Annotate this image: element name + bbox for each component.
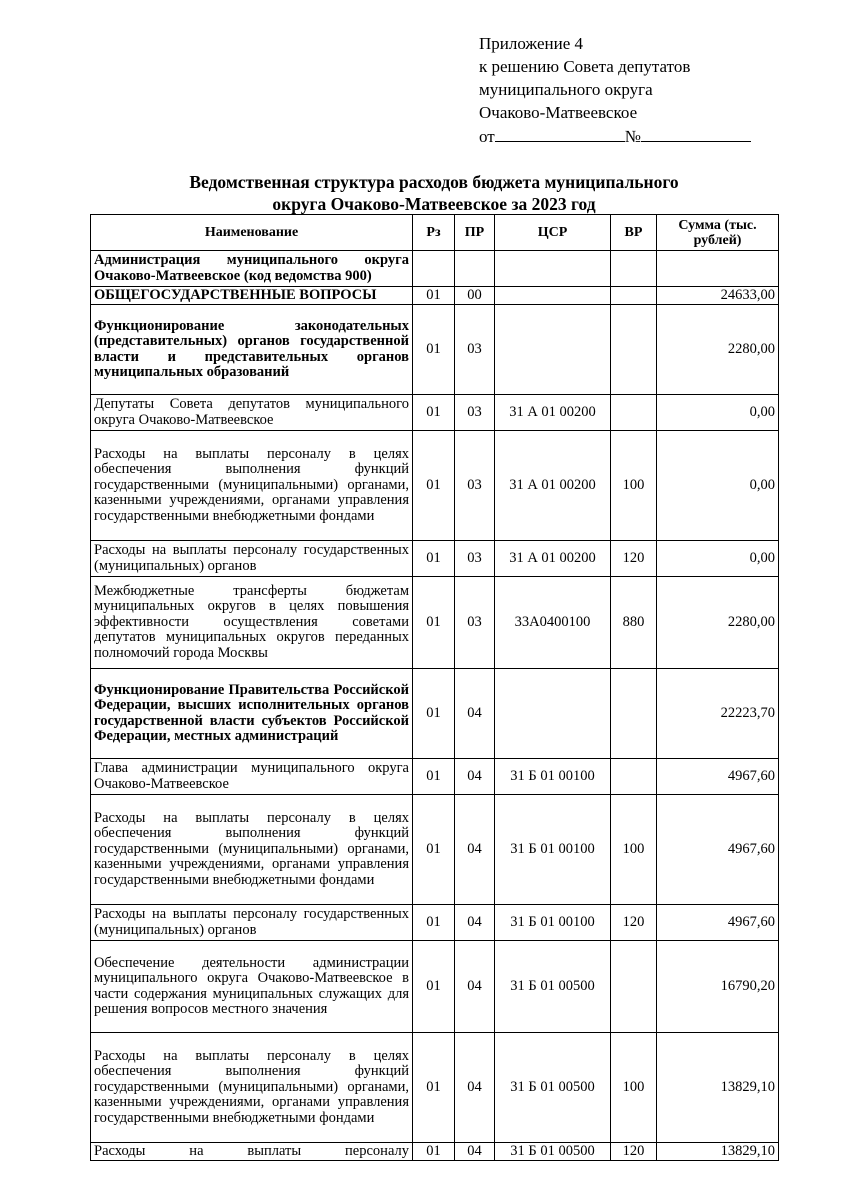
table-row <box>91 759 779 795</box>
budget-table <box>90 214 779 1161</box>
table-row <box>91 1143 779 1161</box>
row-pr: 04 <box>455 759 495 795</box>
row-rz: 01 <box>413 541 455 577</box>
row-pr: 03 <box>455 395 495 431</box>
row-vr <box>611 395 657 431</box>
row-sum: 22223,70 <box>657 669 779 759</box>
row-vr: 100 <box>611 795 657 905</box>
row-pr: 03 <box>455 431 495 541</box>
date-blank <box>495 124 625 142</box>
row-name: Расходы на выплаты персоналу в целях обеспечения выполнения функций государственными (муниципальными) органами, казенными учреждениями, органами управления государственными внебюджетными фондами <box>91 431 413 541</box>
row-name: Расходы на выплаты персоналу государственных (муниципальных) органов <box>91 541 413 577</box>
row-rz: 01 <box>413 305 455 395</box>
row-sum: 13829,10 <box>657 1033 779 1143</box>
row-vr <box>611 759 657 795</box>
appendix-number: Приложение 4 <box>479 34 583 53</box>
table-row <box>91 541 779 577</box>
table-header-row <box>91 215 779 251</box>
row-pr: 03 <box>455 305 495 395</box>
row-sum: 16790,20 <box>657 941 779 1033</box>
row-vr: 120 <box>611 541 657 577</box>
row-csr: 31 А 01 00200 <box>495 541 611 577</box>
row-rz: 01 <box>413 395 455 431</box>
appendix-decision-line: к решению Совета депутатов <box>479 57 691 76</box>
header-sum: Сумма (тыс. рублей) <box>657 215 779 251</box>
row-csr <box>495 287 611 305</box>
row-vr: 120 <box>611 905 657 941</box>
row-rz: 01 <box>413 1033 455 1143</box>
row-csr <box>495 669 611 759</box>
row-pr: 00 <box>455 287 495 305</box>
appendix-header <box>479 32 779 148</box>
table-row <box>91 905 779 941</box>
row-csr: 33А0400100 <box>495 577 611 669</box>
row-sum: 24633,00 <box>657 287 779 305</box>
appendix-district-line: муниципального округа <box>479 80 653 99</box>
row-rz <box>413 251 455 287</box>
table-row <box>91 1033 779 1143</box>
row-csr: 31 Б 01 00500 <box>495 1033 611 1143</box>
row-vr: 100 <box>611 431 657 541</box>
row-pr: 04 <box>455 669 495 759</box>
row-name: Функционирование законодательных (представительных) органов государственной власти и представительных органов муниципальных образований <box>91 305 413 395</box>
table-row <box>91 251 779 287</box>
row-sum: 13829,10 <box>657 1143 779 1161</box>
row-pr: 04 <box>455 941 495 1033</box>
row-vr <box>611 669 657 759</box>
row-name: Расходы на выплаты персоналу в целях обеспечения выполнения функций государственными (муниципальными) органами, казенными учреждениями, органами управления государственными внебюджетными фондами <box>91 1033 413 1143</box>
header-csr: ЦСР <box>495 215 611 251</box>
row-rz: 01 <box>413 577 455 669</box>
row-csr: 31 Б 01 00500 <box>495 1143 611 1161</box>
row-name: ОБЩЕГОСУДАРСТВЕННЫЕ ВОПРОСЫ <box>91 287 413 305</box>
document-title <box>90 171 778 215</box>
row-name: Администрация муниципального округа Очаково-Матвеевское (код ведомства 900) <box>91 251 413 287</box>
row-vr <box>611 941 657 1033</box>
row-name: Расходы на выплаты персоналу <box>91 1143 413 1161</box>
row-name: Расходы на выплаты персоналу в целях обеспечения выполнения функций государственными (муниципальными) органами, казенными учреждениями, органами управления государственными внебюджетными фондами <box>91 795 413 905</box>
row-name: Расходы на выплаты персоналу государственных (муниципальных) органов <box>91 905 413 941</box>
number-label: № <box>624 127 641 146</box>
row-sum: 2280,00 <box>657 305 779 395</box>
row-sum: 0,00 <box>657 431 779 541</box>
document-title-line-1: Ведомственная структура расходов бюджета муниципального <box>189 172 679 192</box>
row-pr: 04 <box>455 795 495 905</box>
document-title-line-2: округа Очаково-Матвеевское за 2023 год <box>272 194 596 214</box>
row-pr <box>455 251 495 287</box>
row-sum: 4967,60 <box>657 759 779 795</box>
row-csr <box>495 305 611 395</box>
row-sum: 0,00 <box>657 541 779 577</box>
appendix-district-name: Очаково-Матвеевское <box>479 103 638 122</box>
row-rz: 01 <box>413 287 455 305</box>
row-rz: 01 <box>413 795 455 905</box>
row-sum <box>657 251 779 287</box>
row-rz: 01 <box>413 431 455 541</box>
header-name: Наименование <box>91 215 413 251</box>
row-sum: 4967,60 <box>657 795 779 905</box>
row-csr: 31 Б 01 00100 <box>495 759 611 795</box>
table-row <box>91 431 779 541</box>
row-sum: 4967,60 <box>657 905 779 941</box>
row-pr: 03 <box>455 541 495 577</box>
date-label: от <box>479 127 495 146</box>
row-name: Депутаты Совета депутатов муниципального округа Очаково-Матвеевское <box>91 395 413 431</box>
row-rz: 01 <box>413 941 455 1033</box>
row-pr: 03 <box>455 577 495 669</box>
row-rz: 01 <box>413 1143 455 1161</box>
row-pr: 04 <box>455 1143 495 1161</box>
row-vr <box>611 305 657 395</box>
row-name: Обеспечение деятельности администрации муниципального округа Очаково-Матвеевское в части содержания муниципальных служащих для решения вопросов местного значения <box>91 941 413 1033</box>
row-rz: 01 <box>413 759 455 795</box>
table-row <box>91 287 779 305</box>
row-csr: 31 А 01 00200 <box>495 395 611 431</box>
table-row <box>91 305 779 395</box>
table-row <box>91 577 779 669</box>
table-row <box>91 795 779 905</box>
table-row <box>91 941 779 1033</box>
row-name: Функционирование Правительства Российской Федерации, высших исполнительных органов государственной власти субъектов Российской Федерации, местных администраций <box>91 669 413 759</box>
row-vr: 880 <box>611 577 657 669</box>
row-csr: 31 Б 01 00100 <box>495 905 611 941</box>
header-vr: ВР <box>611 215 657 251</box>
row-vr <box>611 251 657 287</box>
row-csr: 31 А 01 00200 <box>495 431 611 541</box>
appendix-date-number-line <box>479 124 779 148</box>
row-sum: 2280,00 <box>657 577 779 669</box>
row-csr: 31 Б 01 00500 <box>495 941 611 1033</box>
row-name: Межбюджетные трансферты бюджетам муниципальных округов в целях повышения эффективности осуществления советами депутатов муниципальных округов переданных полномочий города Москвы <box>91 577 413 669</box>
row-name: Глава администрации муниципального округа Очаково-Матвеевское <box>91 759 413 795</box>
row-vr <box>611 287 657 305</box>
table-row <box>91 395 779 431</box>
row-vr: 120 <box>611 1143 657 1161</box>
row-sum: 0,00 <box>657 395 779 431</box>
row-rz: 01 <box>413 669 455 759</box>
row-pr: 04 <box>455 905 495 941</box>
header-rz: Рз <box>413 215 455 251</box>
header-pr: ПР <box>455 215 495 251</box>
row-csr: 31 Б 01 00100 <box>495 795 611 905</box>
row-pr: 04 <box>455 1033 495 1143</box>
row-rz: 01 <box>413 905 455 941</box>
table-row <box>91 669 779 759</box>
number-blank <box>641 124 751 142</box>
row-csr <box>495 251 611 287</box>
row-vr: 100 <box>611 1033 657 1143</box>
